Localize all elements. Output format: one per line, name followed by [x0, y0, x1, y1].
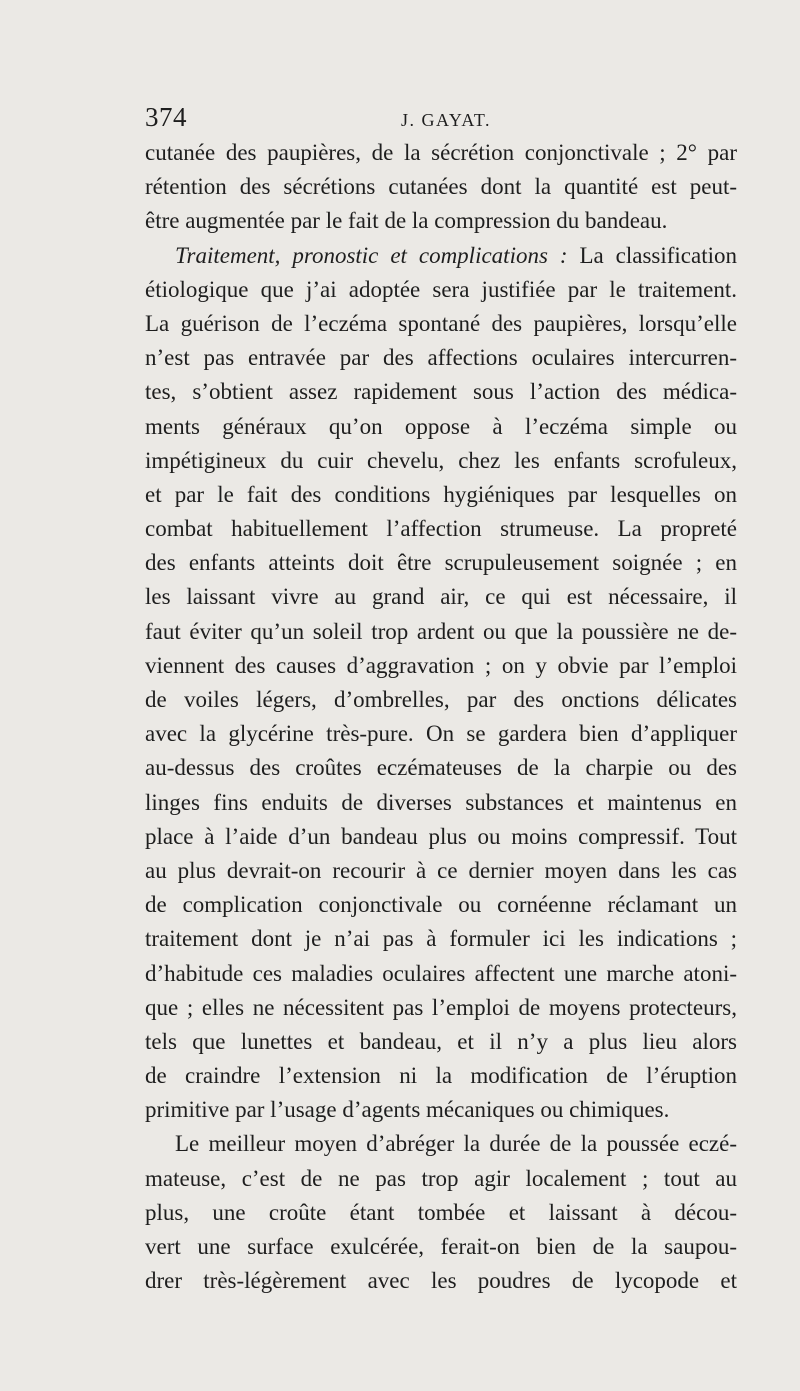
- text-line: [145, 239, 737, 273]
- page-number: 374: [145, 102, 187, 132]
- text-line: et par le fait des conditions hygiéniques par lesquelles on: [145, 481, 737, 507]
- text-line: tes, s’obtient assez rapidement sous l’action des médica-: [145, 379, 737, 405]
- text-run: La classification: [567, 242, 737, 268]
- text-line: place à l’aide d’un bandeau plus ou moins compressif. Tout: [145, 823, 737, 849]
- text-line: linges fins enduits de diverses substances et maintenus en: [145, 789, 737, 815]
- text-line: tels que lunettes et bandeau, et il n’y a plus lieu alors: [145, 1028, 737, 1054]
- text-line: mateuse, c’est de ne pas trop agir localement ; tout au: [145, 1165, 737, 1191]
- text-line: traitement dont je n’ai pas à formuler ici les indications ;: [145, 926, 737, 952]
- text-line: cutanée des paupières, de la sécrétion conjonctivale ; 2° par: [145, 140, 737, 165]
- section-heading: Traitement, pronostic et complications :: [175, 242, 568, 268]
- text-line: d’habitude ces maladies oculaires affectent une marche atoni-: [145, 960, 737, 986]
- text-line: faut éviter qu’un soleil trop ardent ou que la poussière ne de-: [145, 618, 737, 644]
- text-line: n’est pas entravée par des affections oculaires intercurren-: [145, 345, 737, 371]
- text-line: de voiles légers, d’ombrelles, par des onctions délicates: [145, 687, 737, 712]
- text-line: étiologique que j’ai adoptée sera justifiée par le traitement.: [145, 276, 737, 302]
- text-line: Le meilleur moyen d’abréger la durée de la poussée eczé-: [175, 1131, 737, 1157]
- text-line: impétigineux du cuir chevelu, chez les enfants scrofuleux,: [145, 447, 737, 473]
- text-line: vert une surface exulcérée, ferait-on bien de la saupou-: [145, 1234, 737, 1259]
- text-line: au-dessus des croûtes eczémateuses de la charpie ou des: [145, 755, 737, 781]
- text-line: ments généraux qu’on oppose à l’eczéma simple ou: [145, 413, 737, 439]
- text-line: La guérison de l’eczéma spontané des paupières, lorsqu’elle: [145, 310, 737, 336]
- text-line: être augmentée par le fait de la compression du bandeau.: [145, 208, 668, 234]
- text-line: les laissant vivre au grand air, ce qui est nécessaire, il: [145, 584, 737, 610]
- page-header: [145, 102, 737, 134]
- text-line: viennent des causes d’aggravation ; on y obvie par l’emploi: [145, 652, 737, 678]
- text-line: combat habituellement l’affection strumeuse. La propreté: [145, 516, 737, 542]
- text-line: drer très-légèrement avec les poudres de lycopode et: [145, 1268, 737, 1294]
- text-line: rétention des sécrétions cutanées dont la quantité est peut-: [145, 174, 737, 200]
- text-line: de craindre l’extension ni la modification de l’éruption: [145, 1063, 737, 1089]
- body-text: [145, 136, 737, 1298]
- running-head: J. GAYAT.: [401, 110, 492, 130]
- text-line: de complication conjonctivale ou cornéenne réclamant un: [145, 892, 737, 918]
- text-line: des enfants atteints doit être scrupuleusement soignée ; en: [145, 550, 737, 576]
- text-line: primitive par l’usage d’agents mécaniques ou chimiques.: [145, 1097, 670, 1123]
- text-line: avec la glycérine très-pure. On se gardera bien d’appliquer: [145, 721, 737, 747]
- text-line: au plus devrait-on recourir à ce dernier moyen dans les cas: [145, 857, 737, 883]
- text-line: que ; elles ne nécessitent pas l’emploi de moyens protecteurs,: [145, 994, 737, 1020]
- text-line: plus, une croûte étant tombée et laissant à décou-: [145, 1199, 737, 1225]
